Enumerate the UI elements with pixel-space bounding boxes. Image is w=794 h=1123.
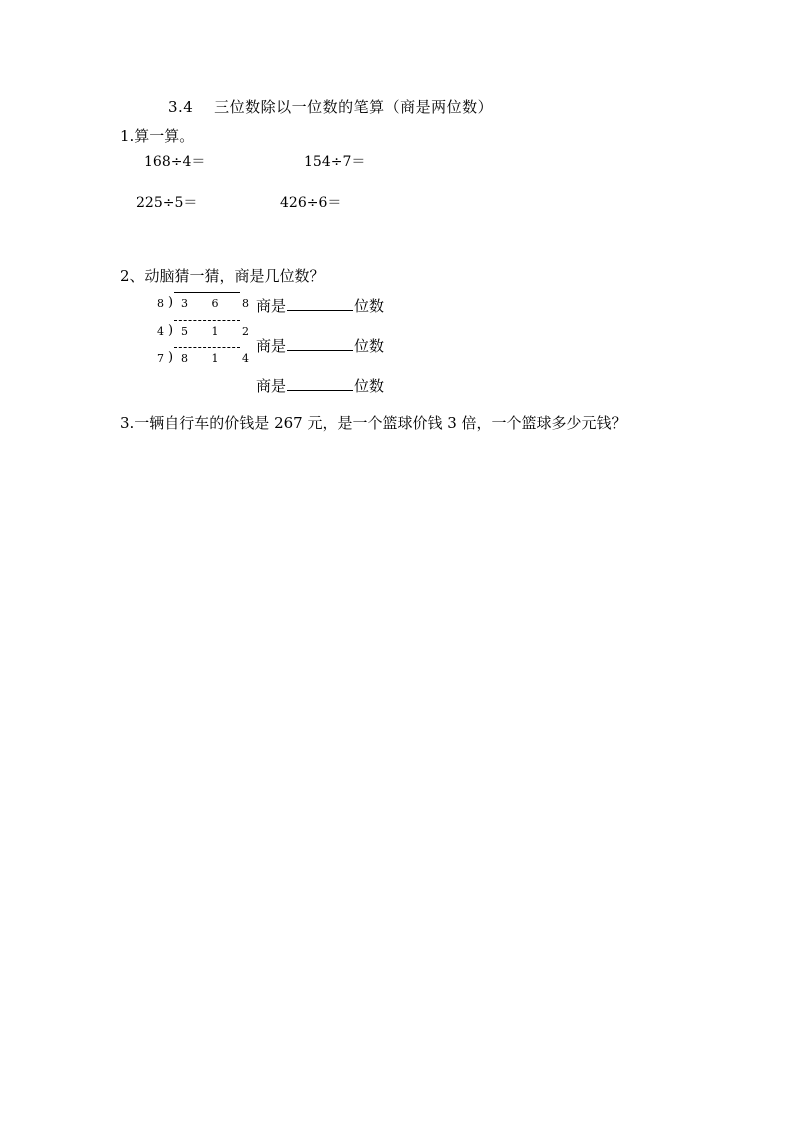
answer-suffix: 位数 [354, 297, 385, 315]
problem-154-div-7: 154÷7＝ [304, 154, 366, 170]
problem-225-div-5: 225÷5＝ [136, 195, 198, 211]
division-bracket: ) [168, 350, 174, 365]
answer-suffix: 位数 [354, 377, 385, 395]
question-1-heading: 1.算一算。 [120, 127, 195, 145]
answer-suffix: 位数 [354, 337, 385, 355]
answer-line-1 [256, 296, 384, 314]
answer-prefix: 商是 [256, 297, 287, 315]
division-bracket: ) [168, 295, 174, 310]
divisor: 8 [157, 297, 164, 310]
divisor: 7 [157, 352, 164, 365]
problem-168-div-4: 168÷4＝ [144, 154, 206, 170]
question-2-heading: 2、动脑猜一猜，商是几位数？ [120, 267, 325, 285]
answer-prefix: 商是 [256, 377, 287, 395]
dividend: 5 1 2 [181, 325, 259, 338]
page-title: 3.4 三位数除以一位数的笔算（商是两位数） [168, 98, 494, 116]
answer-blank-2[interactable] [287, 336, 353, 351]
division-bracket: ) [168, 323, 174, 338]
answer-line-2 [256, 336, 384, 354]
divisor: 4 [157, 325, 164, 338]
division-bar [174, 347, 240, 348]
division-bar [174, 320, 240, 321]
answer-blank-3[interactable] [287, 376, 353, 391]
answer-prefix: 商是 [256, 337, 287, 355]
problem-426-div-6: 426÷6＝ [280, 195, 342, 211]
division-bar [174, 292, 240, 293]
dividend: 8 1 4 [181, 352, 259, 365]
answer-line-3 [256, 376, 384, 394]
dividend: 3 6 8 [181, 297, 259, 310]
answer-blank-1[interactable] [287, 296, 353, 311]
question-3: 3.一辆自行车的价钱是 267 元，是一个篮球价钱 3 倍，一个篮球多少元钱？ [120, 414, 627, 432]
